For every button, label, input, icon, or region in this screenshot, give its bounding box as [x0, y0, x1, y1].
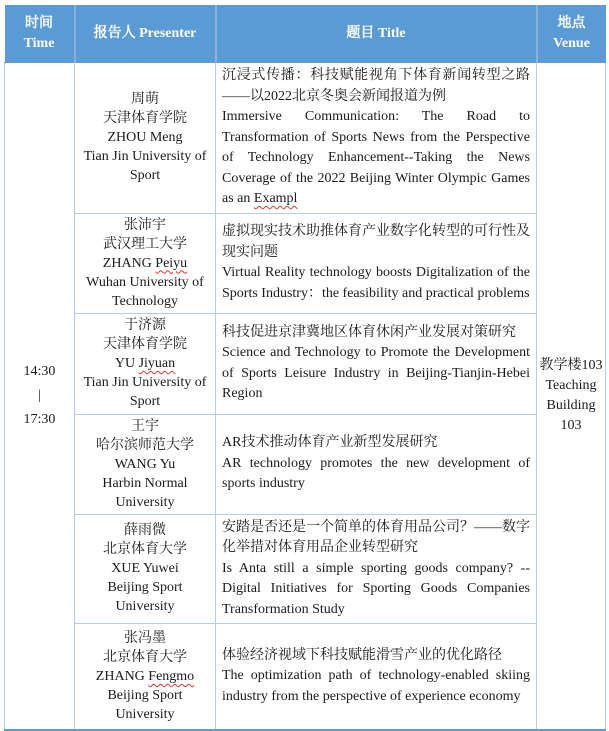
- title-cn: 安踏是否还是一个简单的体育用品公司？——数字化举措对体育用品企业转型研究: [222, 519, 530, 555]
- presenter-affil-en: Wuhan University of Technology: [86, 274, 204, 309]
- presenter-affil-en: Tian Jin University of Sport: [83, 149, 207, 184]
- title-cn: 科技促进京津冀地区体育休闲产业发展对策研究: [222, 324, 516, 340]
- title-cell: [216, 414, 537, 514]
- title-cell: [216, 63, 537, 214]
- title-cn: AR技术推动体育产业新型发展研究: [222, 435, 438, 451]
- header-venue-cn: 地点: [557, 15, 586, 31]
- title-en: Is Anta still a simple sporting goods company? -- Digital Initiatives for Sporting Goods Companies Transformation Study: [222, 560, 530, 617]
- title-cn: 体验经济视域下科技赋能滑雪产业的优化路径: [222, 647, 502, 663]
- time-start: 14:30: [23, 363, 56, 379]
- header-title: 题目 Title: [216, 5, 537, 63]
- time-cell: [5, 63, 75, 730]
- table-row: [5, 313, 606, 414]
- presenter-cell: [75, 63, 216, 214]
- presenter-name-en: XUE Yuwei: [111, 561, 179, 577]
- presenter-affil-cn: 天津体育学院: [103, 111, 187, 127]
- header-time-en: Time: [23, 35, 55, 51]
- title-cell: [216, 213, 537, 313]
- header-time-cn: 时间: [25, 15, 53, 31]
- table-header-row: [5, 5, 606, 63]
- presenter-name-en: WANG Yu: [114, 456, 176, 472]
- presenter-affil-en: Harbin Normal University: [102, 475, 188, 510]
- header-venue-en: Venue: [553, 35, 590, 51]
- presenter-cell: [75, 213, 216, 313]
- spellcheck-underline: Jiyuan: [138, 356, 176, 371]
- presenter-affil-cn: 北京体育大学: [103, 649, 187, 665]
- spellcheck-underline: Exampl: [253, 191, 298, 206]
- presenter-name-cn: 王宇: [131, 418, 159, 434]
- presenter-name-cn: 张冯墨: [124, 630, 166, 646]
- time-separator: |: [38, 387, 41, 403]
- header-venue: [537, 5, 606, 63]
- spellcheck-underline: Fengmo: [148, 668, 195, 684]
- presenter-name-cn: 周萌: [131, 92, 159, 108]
- venue-en: Teaching Building 103: [545, 377, 597, 433]
- header-time: [5, 5, 75, 63]
- presenter-name-en: ZHOU Meng: [107, 130, 183, 146]
- presenter-affil-cn: 哈尔滨师范大学: [96, 437, 194, 453]
- title-cell: [216, 313, 537, 414]
- header-presenter: 报告人 Presenter: [75, 5, 216, 63]
- title-en: The optimization path of technology-enabled skiing industry from the perspective of experience economy: [222, 668, 530, 704]
- presenter-cell: [75, 624, 216, 730]
- presenter-affil-cn: 北京体育大学: [103, 542, 187, 558]
- presenter-affil-en: Beijing Sport University: [107, 580, 183, 615]
- table-row: [5, 624, 606, 730]
- presenter-name-cn: 薛雨微: [124, 523, 166, 539]
- title-en: Immersive Communication: The Road to Transformation of Sports News from the Perspective of Technology Enhancement--Taking the News Coverage of the 2022 Beijing Winter Olympic Games as an Exampl: [222, 109, 530, 206]
- presenter-name-en: YU Jiyuan: [114, 356, 176, 371]
- title-en: Science and Technology to Promote the Development of Sports Leisure Industry in Beijing-Tianjin-Hebei Region: [222, 345, 530, 401]
- title-en: AR technology promotes the new development of sports industry: [222, 455, 530, 492]
- presenter-affil-cn: 武汉理工大学: [103, 236, 187, 252]
- presenter-cell: [75, 313, 216, 414]
- presenter-name-en: ZHANG Peiyu: [102, 255, 188, 271]
- session-schedule-table: [4, 5, 606, 731]
- time-end: 17:30: [23, 411, 56, 427]
- presenter-name-cn: 张沛宇: [124, 217, 166, 233]
- presenter-affil-en: Tian Jin University of Sport: [83, 375, 207, 409]
- venue-cell: [537, 63, 606, 730]
- presenter-affil-cn: 天津体育学院: [103, 337, 187, 352]
- presenter-name-en: ZHANG Fengmo: [95, 668, 195, 684]
- venue-cn: 教学楼103: [539, 357, 603, 373]
- title-en: Virtual Reality technology boosts Digitalization of the Sports Industry：the feasibility and practical problems: [222, 265, 530, 301]
- title-cell: [216, 514, 537, 624]
- table-row: [5, 63, 606, 214]
- presenter-name-cn: 于济源: [124, 318, 166, 333]
- title-cn: 沉浸式传播：科技赋能视角下体育新闻转型之路——以2022北京冬奥会新闻报道为例: [222, 68, 530, 104]
- title-cell: [216, 624, 537, 730]
- table-row: [5, 514, 606, 624]
- presenter-affil-en: Beijing Sport University: [107, 687, 183, 722]
- spellcheck-underline: Peiyu: [155, 255, 188, 271]
- presenter-cell: [75, 414, 216, 514]
- title-cn: 虚拟现实技术助推体育产业数字化转型的可行性及现实问题: [222, 224, 530, 260]
- table-row: [5, 213, 606, 313]
- table-row: [5, 414, 606, 514]
- presenter-cell: [75, 514, 216, 624]
